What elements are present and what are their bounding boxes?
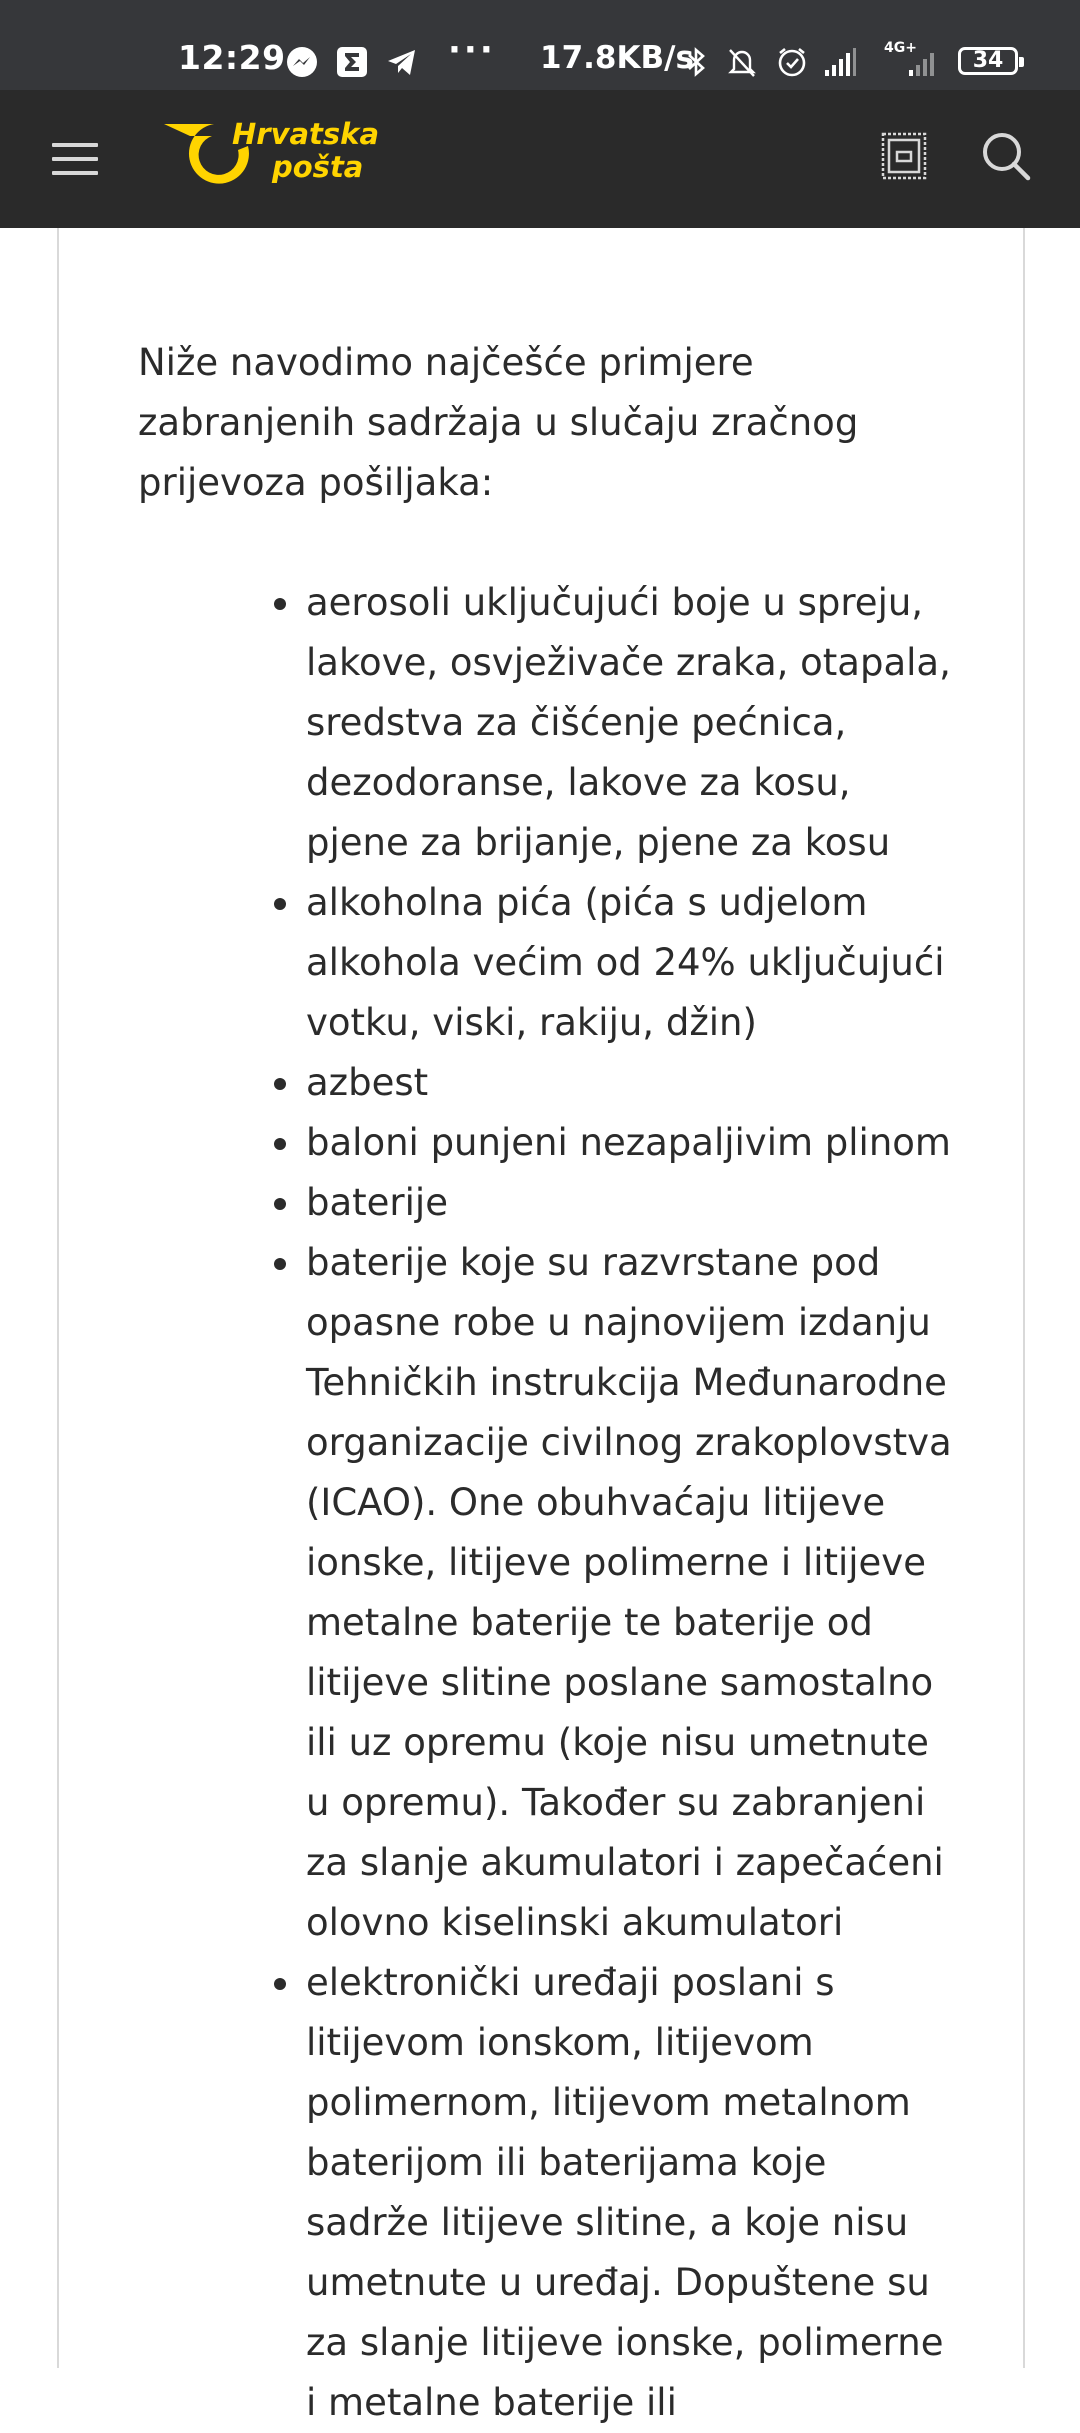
mute-bell-icon [724,44,760,80]
signal-strength-2-icon [906,44,942,80]
hrvatska-posta-logo[interactable] [160,112,390,208]
list-item: alkoholna pića (pića s udjelom alkohola većim od 24% uključujući votku, viski, rakiju, džin) [138,873,956,1053]
list-item: baterije koje su razvrstane pod opasne robe u najnovijem izdanju Tehničkih instrukcija Međunarodne organizacije civilnog zrakoplovstva (ICAO). One obuhvaćaju litijeve ionske, litijeve polimerne i litijeve metalne baterije te baterije od litijeve slitine poslane samostalno ili uz opremu (koje nisu umetnute u opremu). Također su zabranjeni za slanje akumulatori i zapečaćeni olovno kiselinski akumulatori [138,1233,956,1953]
list-item: elektronički uređaji poslani s litijevom ionskom, litijevom polimernom, litijevom metalnom baterijom ili baterijama koje sadrže litijeve slitine, a koje nisu umetnute u uređaj. Dopuštene su za slanje litijeve ionske, polimerne i metalne baterije ili [138,1953,956,2433]
list-item: aerosoli uključujući boje u spreju, lakove, osvježivače zraka, otapala, sredstva za čišćenje pećnica, dezodoranse, lakove za kosu, pjene za brijanje, pjene za kosu [138,573,956,873]
article-body [138,333,978,2433]
telegram-icon [384,44,420,80]
prohibited-items-list [138,573,978,2433]
hamburger-menu-icon[interactable] [50,134,100,184]
messenger-icon [284,44,320,80]
search-icon[interactable] [978,128,1034,184]
more-notifications: ··· [448,30,496,70]
list-item: baloni punjeni nezapaljivim plinom [138,1113,956,1173]
logo-line-2: pošta [272,150,364,184]
sigma-app-icon [334,44,370,80]
list-item: azbest [138,1053,956,1113]
status-time: 12:29 [178,38,286,77]
article-intro: Niže navodimo najčešće primjere zabranjenih sadržaja u slučaju zračnog prijevoza pošiljaka: [138,341,859,504]
app-header [0,90,1080,228]
list-item: baterije [138,1173,956,1233]
stamp-icon[interactable] [878,126,930,186]
logo-text [232,118,379,184]
bluetooth-icon [678,44,714,80]
signal-strength-icon [822,44,858,80]
status-bar [0,0,1080,90]
logo-line-1: Hrvatska [232,117,380,151]
network-type: 4G+ [884,40,917,56]
network-speed: 17.8KB/s [540,40,694,76]
alarm-icon [774,44,810,80]
battery-indicator: 34 [958,47,1018,75]
